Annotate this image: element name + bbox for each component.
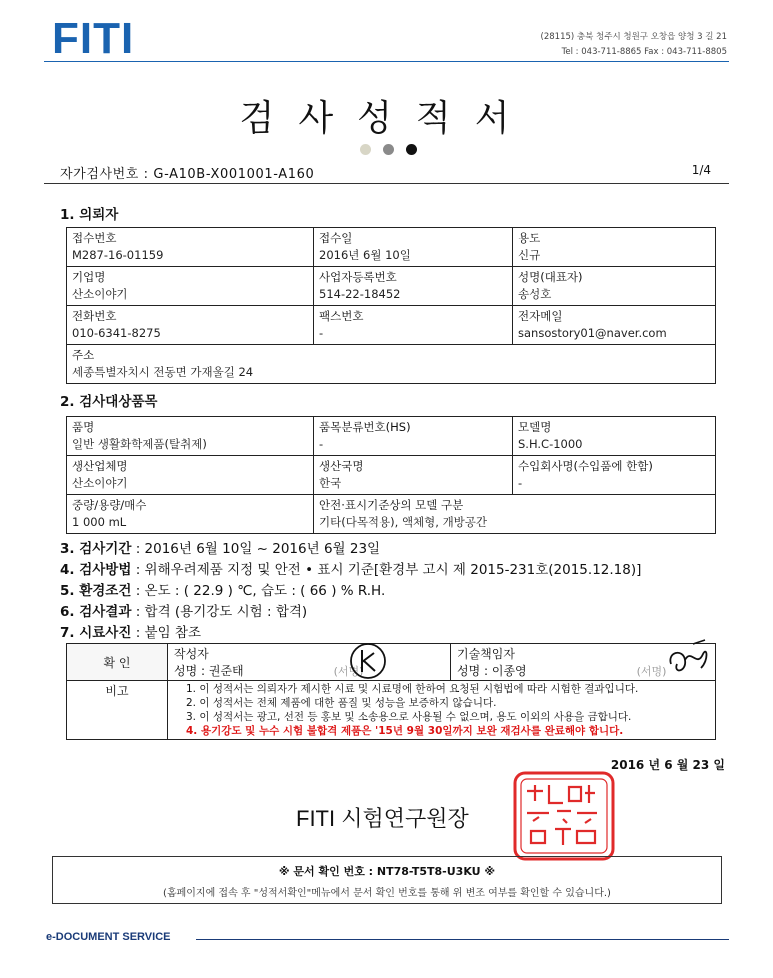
cell-value: 산소이야기 [72, 476, 128, 490]
test-result-value: : 합격 (용기강도 시험 : 합격) [135, 604, 308, 620]
table-row [67, 644, 716, 681]
sample-photo-value: : 붙임 참조 [135, 625, 201, 641]
table-row [67, 228, 716, 267]
test-method [60, 558, 641, 578]
address-line: (28115) 충북 청주시 청원구 오창읍 양청 3 길 21 [540, 32, 727, 42]
cell-value: 한국 [319, 476, 342, 490]
cell-label: 팩스번호 [319, 309, 364, 323]
address-value: 세종특별자치시 전동면 가재울길 24 [72, 365, 254, 379]
issue-date: 2016 년 6 월 23 일 [610, 758, 725, 772]
cell-label: 품명 [72, 420, 95, 434]
writer-name [174, 662, 444, 679]
official-seal [513, 771, 615, 861]
cell-value: - [319, 437, 324, 451]
page-title: 검사성적서 [239, 98, 534, 139]
document-number: 자가검사번호 : G-A10B-X001001-A160 [60, 167, 315, 182]
test-result-label: 6. 검사결과 [60, 604, 132, 620]
cell-value: 산소이야기 [72, 287, 128, 301]
cell-label: 생산국명 [319, 459, 364, 473]
table-row [67, 345, 716, 384]
dot-icon [383, 144, 394, 155]
footer-label: e-DOCUMENT SERVICE [46, 931, 171, 943]
cell-label: 기업명 [72, 270, 106, 284]
cell-value: S.H.C-1000 [518, 437, 583, 451]
confirm-label: 확 인 [67, 644, 168, 681]
section-heading: 2. 검사대상품목 [60, 394, 158, 410]
footer-divider [196, 939, 729, 940]
doc-divider [44, 183, 729, 184]
table-row [67, 456, 716, 495]
title-dots [360, 140, 429, 159]
writer-name-text: 성명 : 권준태 [174, 664, 244, 678]
cell-value: M287-16-01159 [72, 248, 164, 262]
signature-table [66, 643, 716, 740]
table-row [67, 495, 716, 534]
remark-line: 1. 이 성적서는 의뢰자가 제시한 시료 및 시료명에 한하여 요청된 시험법에 따라 시험한 결과입니다. [186, 683, 639, 695]
remark-warning: 4. 용기강도 및 누수 시험 불합격 제품은 '15년 9월 30일까지 보완 재검사를 완료해야 합니다. [186, 725, 624, 737]
cell-label: 모델명 [518, 420, 552, 434]
environment [60, 579, 385, 599]
sample-photo-label: 7. 시료사진 [60, 625, 132, 641]
test-period-label: 3. 검사기간 [60, 541, 132, 557]
dot-icon [406, 144, 417, 155]
header-divider [44, 61, 729, 62]
cell-value: 514-22-18452 [319, 287, 401, 301]
cell-label: 수입회사명(수입품에 한함) [518, 459, 653, 473]
table-row [67, 681, 716, 740]
test-result [60, 600, 307, 620]
fiti-logo: FITI [52, 14, 135, 63]
cell-value: sansostory01@naver.com [518, 326, 667, 340]
table-row [67, 417, 716, 456]
environment-label: 5. 환경조건 [60, 583, 132, 599]
tech-title: 기술책임자 [457, 647, 515, 661]
cell-label: 접수일 [319, 231, 353, 245]
writer-signature-icon [346, 642, 394, 682]
dot-icon [360, 144, 371, 155]
remark-line: 3. 이 성적서는 광고, 선전 등 홍보 및 소송용으로 사용될 수 없으며, 용도 이외의 사용을 금합니다. [186, 711, 632, 723]
test-period [60, 537, 380, 557]
contact-line: Tel : 043-711-8865 Fax : 043-711-8805 [561, 47, 727, 57]
table-row [67, 267, 716, 306]
cell-label: 전자메일 [518, 309, 563, 323]
environment-value: : 온도 : ( 22.9 ) ℃, 습도 : ( 66 ) % R.H. [135, 583, 386, 599]
cell-label: 전화번호 [72, 309, 117, 323]
page-number: 1/4 [691, 163, 711, 177]
address-label: 주소 [72, 348, 95, 362]
sample-photo [60, 621, 201, 641]
remark-label: 비고 [67, 681, 168, 740]
verification-note: (홈페이지에 접속 후 "성적서확인"메뉴에서 문서 확인 번호를 통해 위 변조 여부를 확인할 수 있습니다.) [163, 888, 611, 899]
weight-label: 중량/용량/매수 [72, 498, 147, 512]
tech-name-text: 성명 : 이종영 [457, 664, 527, 678]
verification-box [52, 856, 722, 904]
model-type-value: 기타(다목적용), 액체형, 개방공간 [319, 515, 488, 529]
section-heading: 1. 의뢰자 [60, 207, 119, 223]
weight-value: 1 000 mL [72, 515, 127, 529]
model-type-label: 안전·표시기준상의 모델 구분 [319, 498, 464, 512]
tech-seal: (서명) [636, 665, 667, 678]
cell-value: 010-6341-8275 [72, 326, 161, 340]
cell-value: 일반 생활화학제품(탈취제) [72, 437, 207, 451]
cell-label: 사업자등록번호 [319, 270, 397, 284]
company-address [541, 30, 727, 60]
item-table [66, 416, 716, 534]
writer-seal: (서명) [333, 665, 364, 678]
cell-value: - [518, 476, 523, 490]
cell-label: 접수번호 [72, 231, 117, 245]
institute-name: FITI 시험연구원장 [296, 806, 469, 831]
remark-line: 2. 이 성적서는 전체 제품에 대한 품질 및 성능을 보증하지 않습니다. [186, 697, 497, 709]
table-row [67, 306, 716, 345]
tech-signature-icon [663, 638, 713, 682]
cell-value: 송성호 [518, 287, 552, 301]
cell-label: 품목분류번호(HS) [319, 420, 411, 434]
cell-value: 2016년 6월 10일 [319, 248, 411, 262]
test-period-value: : 2016년 6월 10일 ~ 2016년 6월 23일 [135, 541, 381, 557]
verification-number: ※ 문서 확인 번호 : NT78-T5T8-U3KU ※ [278, 865, 496, 878]
test-method-value: : 위해우려제품 지정 및 안전 • 표시 기준[환경부 고시 제 2015-231호(2015.12.18)] [135, 562, 642, 578]
test-method-label: 4. 검사방법 [60, 562, 132, 578]
cell-label: 용도 [518, 231, 541, 245]
cell-value: - [319, 326, 324, 340]
cell-value: 신규 [518, 248, 541, 262]
cell-label: 성명(대표자) [518, 270, 583, 284]
writer-title: 작성자 [174, 647, 209, 661]
requester-table [66, 227, 716, 384]
cell-label: 생산업체명 [72, 459, 128, 473]
